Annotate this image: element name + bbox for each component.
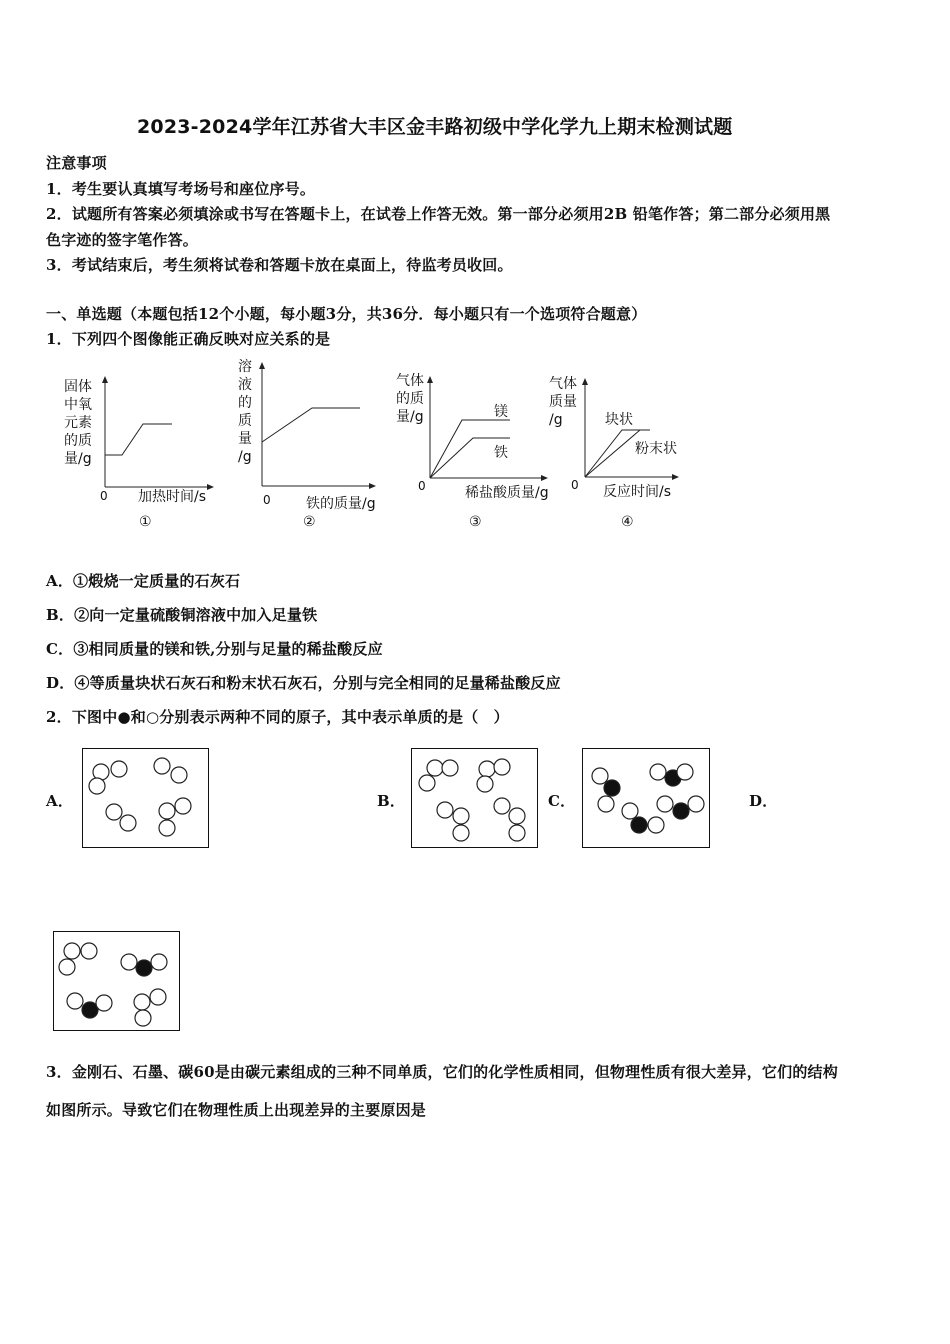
- graph-4-ylabel: 气体 质量 /g: [549, 376, 577, 428]
- q2-option-label-d: D．: [749, 792, 778, 810]
- black-atom-icon: ●: [117, 708, 131, 726]
- graph-4-origin: 0: [571, 478, 579, 492]
- graph-4-xlabel: 反应时间/s: [603, 484, 672, 500]
- graph-4-curve-label: 粉末状: [635, 441, 677, 457]
- molecule-box-d: [53, 931, 180, 1031]
- graph-3-number: ③: [469, 514, 482, 530]
- graph-4-curve-label: 块状: [605, 412, 633, 428]
- page-title: 2023-2024学年江苏省大丰区金丰路初级中学化学九上期末检测试题: [137, 116, 733, 138]
- graph-4: [545, 372, 695, 532]
- q1-option-a: A．①煅烧一定质量的石灰石: [46, 572, 241, 590]
- graph-3-curve-label: 铁: [494, 445, 508, 461]
- graph-1-ylabel: 固体 中氧 元素 的质 量/g: [64, 379, 92, 467]
- molecule-box-a: [82, 748, 209, 848]
- q3-line-2: 如图所示。导致它们在物理性质上出现差异的主要原因是: [46, 1101, 427, 1119]
- q3-line-1: 3．金刚石、石墨、碳60是由碳元素组成的三种不同单质，它们的化学性质相同，但物理性质有很大差异，它们的结构: [46, 1063, 838, 1081]
- graph-2-origin: 0: [263, 493, 271, 507]
- graph-3-xlabel: 稀盐酸质量/g: [465, 485, 549, 501]
- graph-3: [392, 370, 562, 532]
- q1-option-b: B．②向一定量硫酸铜溶液中加入足量铁: [46, 606, 318, 624]
- graph-2-ylabel: 溶 液 的 质 量 /g: [238, 359, 252, 465]
- graph-4-number: ④: [621, 514, 634, 530]
- section-heading: 一、单选题（本题包括12个小题，每小题3分，共36分．每小题只有一个选项符合题意）: [46, 305, 647, 323]
- graph-1-number: ①: [139, 514, 152, 530]
- q2-option-label-c: C．: [548, 792, 576, 810]
- graph-1-origin: 0: [100, 489, 108, 503]
- notice-item: 1．考生要认真填写考场号和座位序号。: [46, 180, 316, 198]
- graph-1-xlabel: 加热时间/s: [138, 489, 207, 505]
- notice-item: 3．考试结束后，考生须将试卷和答题卡放在桌面上，待监考员收回。: [46, 256, 513, 274]
- graph-2-number: ②: [303, 514, 316, 530]
- notice-item: 2．试题所有答案必须填涂或书写在答题卡上，在试卷上作答无效。第一部分必须用2B 铅笔作答；第二部分必须用黑: [46, 205, 831, 223]
- q2-stem: 2．下图中●和○分别表示两种不同的原子，其中表示单质的是（ ）: [46, 708, 509, 726]
- graph-3-ylabel: 气体 的质 量/g: [396, 373, 424, 425]
- q2-option-label-b: B．: [377, 792, 406, 810]
- graph-2-xlabel: 铁的质量/g: [306, 496, 376, 512]
- q1-option-d: D．④等质量块状石灰石和粉末状石灰石，分别与完全相同的足量稀盐酸反应: [46, 674, 561, 692]
- molecule-box-b: [411, 748, 538, 848]
- graph-2: [232, 356, 392, 532]
- notice-heading: 注意事项: [46, 154, 107, 172]
- white-atom-icon: ○: [145, 708, 160, 726]
- graph-1: [60, 372, 220, 532]
- graph-3-origin: 0: [418, 479, 426, 493]
- q1-option-c: C．③相同质量的镁和铁,分别与足量的稀盐酸反应: [46, 640, 383, 658]
- notice-item: 色字迹的签字笔作答。: [46, 231, 199, 249]
- q2-option-label-a: A．: [46, 792, 74, 810]
- molecule-box-c: [582, 748, 710, 848]
- q1-stem: 1．下列四个图像能正确反映对应关系的是: [46, 330, 331, 348]
- graph-3-curve-label: 镁: [494, 404, 508, 420]
